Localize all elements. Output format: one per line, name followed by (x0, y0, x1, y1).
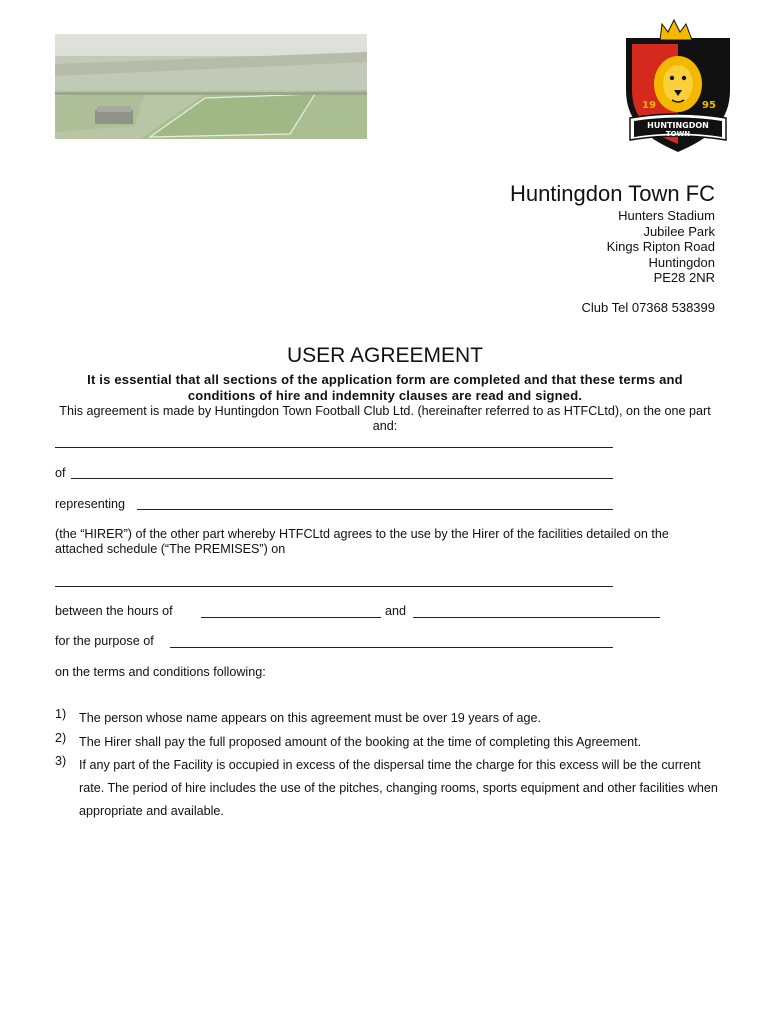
representing-field[interactable] (137, 509, 613, 510)
purpose-field[interactable] (170, 647, 613, 648)
condition-number: 1) (55, 707, 67, 721)
club-telephone: Club Tel 07368 538399 (581, 300, 715, 315)
condition-text: The person whose name appears on this agreement must be over 19 years of age. (79, 711, 542, 725)
svg-text:TOWN: TOWN (665, 130, 691, 138)
condition-text: The Hirer shall pay the full proposed amount of the booking at the time of completing this Agreement. (79, 735, 642, 749)
end-time-field[interactable] (413, 617, 660, 618)
of-label: of (55, 466, 66, 480)
address-line: Hunters Stadium (618, 208, 715, 223)
terms-intro: on the terms and conditions following: (55, 665, 266, 679)
svg-text:19: 19 (642, 100, 656, 111)
purpose-label: for the purpose of (55, 634, 154, 648)
hirer-address-field[interactable] (71, 478, 613, 479)
condition-text: If any part of the Facility is occupied in excess of the dispersal time the charge for this excess will be the current rate. The period of hire includes the use of the pitches, changing rooms, sports equipment and other facilities when appropriate and available. (79, 758, 718, 818)
hirer-clause: (the “HIRER”) of the other part whereby HTFCLtd agrees to the use by the Hirer of the facilities detailed on the attached schedule (“The PREMISES”) on (55, 527, 669, 556)
document-title: USER AGREEMENT (286, 344, 484, 367)
club-name: Huntingdon Town FC (509, 181, 715, 206)
svg-text:HUNTINGDON: HUNTINGDON (647, 121, 709, 130)
address-line: Jubilee Park (643, 223, 715, 239)
address-line: Huntingdon (648, 254, 715, 270)
and-label: and (385, 604, 407, 618)
club-address (607, 208, 715, 286)
condition-number: 2) (55, 731, 67, 745)
representing-label: representing (55, 497, 126, 511)
premises-date-field[interactable] (55, 586, 613, 587)
stadium-aerial-photo (55, 34, 367, 139)
svg-text:95: 95 (702, 100, 716, 111)
agreement-intro: This agreement is made by Huntingdon Town Football Club Ltd. (hereinafter referred to as HTFCLtd), on the one part and: (59, 404, 711, 433)
address-line: Kings Ripton Road (606, 239, 715, 254)
club-crest-logo (622, 18, 734, 154)
start-time-field[interactable] (201, 617, 381, 618)
between-hours-label: between the hours of (55, 604, 173, 618)
condition-number: 3) (55, 754, 67, 768)
hirer-name-field[interactable] (55, 447, 613, 448)
essential-notice: It is essential that all sections of the application form are completed and that these terms and conditions of hire and indemnity clauses are read and signed. (87, 372, 683, 403)
address-line: PE28 2NR (653, 270, 715, 285)
